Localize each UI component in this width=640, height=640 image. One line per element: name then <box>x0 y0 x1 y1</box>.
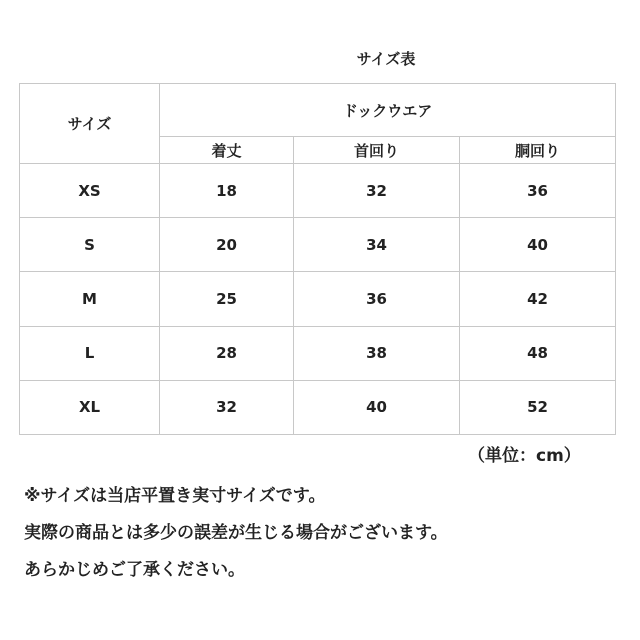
table-cell: 40 <box>460 218 616 272</box>
note-line: ※サイズは当店平置き実寸サイズです。 <box>24 486 326 506</box>
table-cell: 40 <box>294 380 460 434</box>
size-label: XS <box>20 164 160 218</box>
column-header-neck: 首回り <box>294 137 460 164</box>
size-label: XL <box>20 380 160 434</box>
table-cell: 48 <box>460 326 616 380</box>
table-cell: 52 <box>460 380 616 434</box>
table-row <box>20 272 616 326</box>
table-cell: 18 <box>160 164 294 218</box>
note-line: 実際の商品とは多少の誤差が生じる場合がございます。 <box>24 523 448 543</box>
table-cell: 28 <box>160 326 294 380</box>
unit-label: （単位：cm） <box>468 446 581 466</box>
size-label: S <box>20 218 160 272</box>
note-line: あらかじめご了承ください。 <box>24 560 245 580</box>
table-row <box>20 380 616 434</box>
group-header: ドックウエア <box>160 84 616 137</box>
table-cell: 34 <box>294 218 460 272</box>
table-header-row <box>20 84 616 137</box>
table-cell: 32 <box>294 164 460 218</box>
table-cell: 32 <box>160 380 294 434</box>
column-header-chest: 胴回り <box>460 137 616 164</box>
size-header: サイズ <box>20 84 160 164</box>
table-cell: 25 <box>160 272 294 326</box>
table-cell: 38 <box>294 326 460 380</box>
table-row <box>20 218 616 272</box>
column-header-length: 着丈 <box>160 137 294 164</box>
table-row <box>20 164 616 218</box>
size-label: M <box>20 272 160 326</box>
size-label: L <box>20 326 160 380</box>
notes <box>24 478 448 589</box>
size-table <box>19 83 616 435</box>
page-title: サイズ表 <box>356 50 416 68</box>
table-cell: 36 <box>294 272 460 326</box>
table-cell: 36 <box>460 164 616 218</box>
table-row <box>20 326 616 380</box>
table-cell: 42 <box>460 272 616 326</box>
table-cell: 20 <box>160 218 294 272</box>
